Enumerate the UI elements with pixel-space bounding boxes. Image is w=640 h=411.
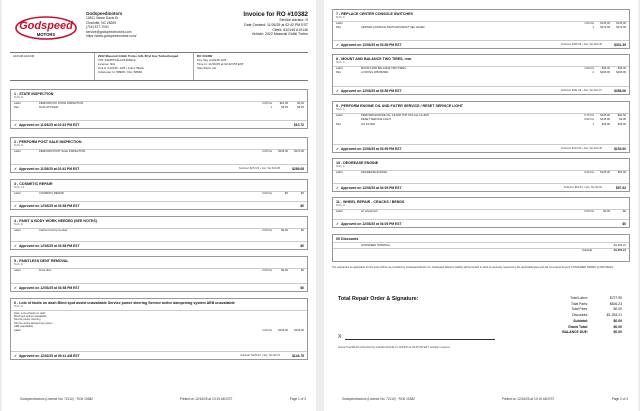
discount-subtotal-label: Subtotal	[582, 249, 592, 253]
vehicle-block	[94, 53, 194, 80]
line-d: PERFORM ENGINE OIL, FILTER TOP OFF ALL FLUIDS	[361, 114, 429, 117]
line-t: $135.00	[616, 22, 626, 25]
job-approval-row	[333, 40, 629, 48]
date-created: Date Created: 11/26/25 at 02:42 PM EST	[244, 23, 308, 27]
job-tech: Tech: H	[11, 305, 307, 310]
line-k: Part	[336, 71, 341, 75]
job-card	[332, 197, 630, 228]
job-total: $331.39	[614, 42, 626, 47]
discount-amount: -$1,254.21	[613, 243, 626, 247]
job-approval-row	[11, 351, 307, 359]
line-t: $0	[623, 210, 626, 213]
line-r: $296.99	[600, 71, 610, 75]
shop-info	[86, 11, 181, 38]
line-r: $135.00	[600, 171, 610, 174]
footer-printed-2: Printed on 12/16/25 at 10:19 AM EST	[501, 397, 555, 401]
totals-label: Grand Total:	[568, 324, 588, 329]
line-d: RESET SERVICE LIGHT	[361, 118, 392, 122]
line-k: Labor	[336, 67, 343, 70]
svg-text:Godspeed: Godspeed	[19, 20, 73, 32]
job-line-item	[11, 150, 307, 154]
line-q: 0.00 hrs	[584, 210, 594, 213]
line-k: Labor	[14, 102, 21, 105]
line-q: 0.70 hrs	[584, 114, 594, 117]
line-k: Part	[14, 106, 19, 110]
discounts-section	[332, 234, 630, 262]
check-icon: ✓	[14, 243, 17, 248]
line-d: DEGREASE ENGINE	[361, 171, 387, 174]
line-k: Labor	[336, 171, 343, 174]
job-tech: Tech: H	[333, 204, 629, 209]
job-line-item	[11, 229, 307, 233]
line-r: $0.00	[281, 269, 288, 272]
job-title: 10 - DEGREASE ENGINE	[336, 161, 379, 165]
line-r: $0.00	[281, 229, 288, 232]
approval-text: Approved on 12/03/25 at 04:05 PM EST	[341, 221, 402, 226]
job-line-item	[333, 118, 629, 122]
shop-phone: (704) 877-7000	[86, 25, 109, 30]
line-q: 1	[270, 106, 272, 110]
line-d	[39, 329, 256, 333]
job-card	[10, 298, 308, 360]
totals-value: $0.00	[613, 330, 622, 335]
job-total: $57.92	[615, 185, 626, 190]
job-line-item	[11, 329, 307, 333]
job-line-item	[333, 122, 629, 126]
job-line-item	[11, 106, 307, 110]
shop-name: Godspeedmotors	[86, 11, 123, 16]
line-k: Labor	[14, 269, 21, 272]
job-title: 11 - WHEEL REPAIR - CRACKS / BENDS	[336, 200, 405, 204]
line-k: Labor	[336, 114, 343, 117]
job-subtotal: Subtotal: $143.50 + Est. Tax $10.40	[560, 147, 602, 150]
line-q: 1.00 hrs	[262, 329, 272, 333]
job-note	[11, 311, 307, 329]
job-note-line: Service power steering	[14, 318, 41, 322]
job-card	[332, 101, 630, 153]
info-strip	[10, 52, 308, 81]
invoice-page-1	[2, 0, 316, 411]
shop-city: Charlotte, NC 28269	[86, 20, 117, 25]
job-title: 1 - STATE INSPECTION	[14, 92, 54, 96]
job-line-item	[11, 192, 307, 196]
line-r: $135.00	[600, 118, 610, 122]
totals-label: BALANCE DUE:	[562, 330, 588, 335]
approval-text: Approved on 11/26/25 at 02:43 PM EST	[19, 122, 80, 127]
job-title: 6 - Lots of faults on dash Blind spot assist unavailable Service power steering Service active dampening system AEB unavailable	[14, 301, 235, 305]
line-t: $0	[301, 229, 304, 232]
totals-value: $526.23	[609, 301, 622, 306]
job-tech: Tech: H	[11, 263, 307, 268]
line-r: $22.38	[279, 102, 288, 105]
signature-line[interactable]	[345, 334, 495, 340]
ro-number: RO #10382	[197, 54, 213, 58]
line-d: COSMETIC REPAIR	[39, 192, 64, 195]
discount-subtotal: -$1,254.21	[613, 249, 626, 253]
line-k: Part	[336, 26, 341, 30]
line-k: Labor	[14, 229, 21, 232]
footer-page-2: Page 2 of 3	[611, 397, 628, 401]
line-q: 2.00 hrs	[262, 150, 272, 153]
job-card	[10, 179, 308, 210]
line-r: $0	[285, 192, 288, 195]
check-icon: ✓	[14, 166, 17, 171]
check-icon: ✓	[14, 203, 17, 208]
line-q: 0.00 hrs	[262, 102, 272, 105]
service-advisor: Service Advisor: R	[279, 18, 308, 23]
job-title: 5 - PAINTLESS DENT REMOVAL	[14, 259, 69, 263]
godspeed-logo	[14, 12, 78, 42]
line-d: PERFORM NC STATE INSPECTION	[39, 102, 84, 105]
job-line-item	[333, 71, 629, 75]
invoice-header	[188, 11, 308, 37]
job-title: 3 - COSMETIC REPAIR	[14, 182, 53, 186]
footer-shop-2: Godspeedmotors (License No: 72110) · RO# 10382	[342, 397, 415, 401]
shop-email[interactable]: service@godspeedmotors.com	[86, 29, 132, 34]
line-k: Labor	[14, 329, 21, 333]
line-q: 1	[592, 26, 594, 30]
job-approval-row	[333, 219, 629, 227]
totals-value: -$1,254.21	[605, 313, 622, 318]
line-d: LF wheel bent	[361, 210, 378, 213]
job-approval-row	[11, 120, 307, 128]
invoice-page-2	[324, 0, 638, 411]
job-note-line: AEB unavailable	[14, 324, 34, 328]
job-card	[332, 9, 630, 49]
line-d: LOCKING 285/35ZR21	[361, 71, 389, 75]
job-note-line: Blind spot assist unavailable	[14, 314, 47, 318]
job-card	[332, 158, 630, 192]
line-t: $135.00	[294, 329, 304, 333]
job-note-line: Service active dampening system	[14, 321, 53, 325]
job-line-item	[333, 210, 629, 214]
job-total: $144.79	[292, 353, 304, 358]
line-t: $94.50	[617, 114, 626, 117]
job-subtotal: Subtotal: $270.00 + Est. Tax $19.08	[238, 167, 280, 170]
check-icon: ✓	[336, 185, 339, 190]
line-q: 0.00 hrs	[262, 229, 272, 232]
page-footer	[20, 397, 306, 401]
totals-value: $0.00	[613, 324, 622, 329]
approval-text: Approved on 12/03/25 at 03:58 PM EST	[19, 203, 80, 208]
page-footer-2	[342, 397, 628, 401]
check-icon: ✓	[336, 88, 339, 93]
line-r: $173.99	[600, 26, 610, 30]
vehicle-license: License: N/A	[98, 61, 116, 66]
job-line-item	[333, 26, 629, 30]
discount-line	[333, 243, 629, 247]
line-r: $135.00	[278, 150, 288, 153]
line-d: OIL FILTER	[361, 122, 376, 126]
totals-value: $0.00	[613, 307, 622, 312]
job-total: $153.90	[614, 146, 626, 151]
job-approval-row	[11, 164, 307, 172]
line-k	[336, 118, 361, 122]
job-total: $356.06	[614, 88, 626, 93]
approval-text: Approved on 12/03/25 at 04:05 PM EST	[341, 185, 402, 190]
svg-text:MOTORS: MOTORS	[36, 32, 56, 37]
footer-page: Page 1 of 3	[289, 397, 306, 401]
job-total: $0	[300, 243, 304, 248]
check-icon: ✓	[336, 146, 339, 151]
approval-text: Approved on 11/26/25 at 02:43 PM EST	[19, 166, 80, 171]
job-total: $289.08	[292, 166, 304, 171]
authorization-note: Grand Total $0.00 authorized by A10146 A10146 on 12/03/25 at 04:05 PM EST verbally in-person	[338, 346, 451, 349]
job-title: 8 - MOUNT AND BALANCE TWO TIRES, rear	[336, 57, 412, 61]
job-approval-row	[333, 86, 629, 94]
approval-text: Approved on 12/03/25 at 03:58 PM EST	[341, 42, 402, 47]
check-icon: ✓	[336, 221, 339, 226]
job-tech: Tech: H	[11, 144, 307, 149]
customer-block	[10, 53, 94, 80]
ro-saw-parts: Saw Parts: No	[197, 65, 217, 70]
job-approval-row	[11, 201, 307, 209]
totals-label: Total Parts:	[571, 301, 588, 306]
job-total: $0	[300, 203, 304, 208]
job-total: $0	[300, 285, 304, 290]
line-k: Labor	[336, 22, 343, 25]
job-tech: Tech: H	[11, 96, 307, 101]
job-card	[10, 137, 308, 173]
line-t: $0.00	[619, 118, 626, 122]
line-t: $0	[301, 192, 304, 195]
client-name: Client: A10146 A10146	[272, 27, 308, 32]
job-tech: Tech: H	[11, 223, 307, 228]
line-r: $135.00	[600, 114, 610, 117]
line-q: 0.00 hrs	[262, 192, 272, 195]
line-r: $6.25	[281, 106, 288, 110]
approval-text: Approved on 12/02/25 at 09:41 AM EST	[19, 353, 80, 358]
line-q: 0.00 hrs	[262, 269, 272, 272]
signature-area[interactable]	[338, 334, 495, 340]
customer-name: A10146 A10146	[13, 54, 35, 58]
job-card	[10, 216, 308, 250]
job-card	[332, 54, 630, 95]
line-r: $49.00	[601, 122, 610, 126]
line-k: Part	[336, 122, 341, 126]
job-total: $0	[622, 221, 626, 226]
vehicle-name: Vehicle: 2022 Maserati Ghibli Trofeo	[251, 32, 308, 37]
approval-text: Approved on 12/03/25 at 03:58 PM EST	[19, 285, 80, 290]
discount-desc: GODSPEED INTERNAL	[361, 243, 391, 247]
line-t: $54.00	[617, 171, 626, 174]
job-line-item	[11, 269, 307, 273]
totals-label: Subtotal:	[573, 318, 588, 323]
line-t: $296.99	[616, 71, 626, 75]
job-title: 7 - REPLACE CENTER CONSOLE SWITCHES	[336, 12, 413, 16]
approval-text: Approved on 12/03/25 at 03:58 PM EST	[19, 243, 80, 248]
job-line-item	[333, 171, 629, 175]
job-total: $10.72	[293, 122, 304, 127]
line-k: Labor	[14, 192, 21, 195]
line-t: $173.99	[616, 26, 626, 30]
check-icon: ✓	[14, 353, 17, 358]
line-k: Labor	[14, 150, 21, 153]
job-subtotal: Subtotal: $331.99 + Est. Tax $24.07	[560, 89, 602, 92]
job-card	[10, 89, 308, 129]
line-d: CENTER CONSOLE SWITCHES/SHIFT SEL LEVER	[361, 26, 425, 30]
job-tech: Tech: C	[333, 165, 629, 170]
line-d: MOUNT AND BALANCE TWO TIRES	[361, 67, 406, 70]
line-r: $135.00	[600, 22, 610, 25]
warranty-disclaimer: The warranties as applicable for the parts will be as provided by Godspeed Motors Inc. Godspeed Motors's liability will be limited to what is expressly required by the applicable laws and will not extend beyond CONSUMER TERMS 12,000 MILES.	[332, 266, 614, 269]
discount-subtotal-row	[333, 248, 629, 253]
job-approval-row	[333, 144, 629, 152]
approval-text: Approved on 12/03/25 at 03:58 PM EST	[341, 88, 402, 93]
discounts-title: 00 Discounts	[333, 235, 629, 243]
job-tech: Tech: C	[333, 16, 629, 21]
line-t: $0	[301, 269, 304, 272]
line-q: 1.00 hrs	[584, 67, 594, 70]
line-d: NCSI STICKER	[39, 106, 58, 110]
line-t: $35.00	[617, 67, 626, 70]
job-title: 4 - PAINT & BODY WORK NEEDED (SEE NOTES)	[14, 219, 97, 223]
line-r: $135.00	[278, 329, 288, 333]
line-d: Carbon front lip re-clear	[39, 229, 68, 232]
job-tech: Tech: C	[333, 108, 629, 113]
line-r: $0.00	[603, 210, 610, 213]
job-approval-row	[11, 283, 307, 291]
vehicle-vin: VIN: ZAM57XSL1N1368412	[98, 57, 136, 62]
line-q: 2	[592, 71, 594, 75]
job-approval-row	[11, 241, 307, 249]
invoice-title: Invoice for RO #10382	[243, 11, 308, 18]
line-t: $49.00	[617, 122, 626, 126]
shop-website[interactable]: https://www.godspeedmotors.com/	[86, 34, 137, 39]
totals-value: $727.99	[609, 296, 622, 300]
line-t: $0.00	[297, 102, 304, 105]
line-t: $6.25	[297, 106, 304, 110]
totals-label: Discounts:	[572, 313, 588, 318]
job-subtotal: Subtotal: $135.00 + Est. Tax $9.79	[240, 354, 280, 357]
job-title: 9 - PERFORM ENGINE OIL AND FILTER SERVICE / RESET SERVICE LIGHT	[336, 104, 463, 108]
line-q: 1.00 hrs	[584, 22, 594, 25]
job-subtotal: Subtotal: $54.00 + Est. Tax $3.92	[563, 186, 602, 189]
totals-table	[514, 296, 622, 336]
vehicle-title: 2022 Maserati Ghibli Trofeo 3.8L 8Cyl Gas Turbocharged	[98, 54, 179, 58]
job-tech: Tech: C1	[11, 186, 307, 191]
job-approval-row	[333, 183, 629, 191]
job-note-line: Note: Lots of faults on dash	[14, 311, 46, 315]
totals-label: Total Labor:	[570, 296, 588, 300]
line-q: 1	[592, 122, 594, 126]
totals-value: $0.00	[613, 318, 622, 323]
check-icon: ✓	[336, 42, 339, 47]
check-icon: ✓	[14, 285, 17, 290]
job-tech: Tech: C	[333, 61, 629, 66]
vehicle-odometer: Odometer In: 58966 / Out: 58966	[98, 69, 143, 74]
ro-key-tag: Key Tag: A10146 12/5	[197, 57, 227, 62]
line-k: Labor	[336, 210, 343, 213]
ro-block	[194, 53, 308, 80]
footer-printed: Printed on 12/16/25 at 10:19 AM EST	[179, 397, 233, 401]
line-q: 0.40 hrs	[584, 171, 594, 174]
approval-text: Approved on 12/03/25 at 03:59 PM EST	[341, 146, 402, 151]
signature-x: X	[338, 334, 342, 340]
job-card	[10, 256, 308, 292]
footer-shop: Godspeedmotors (License No: 72110) · RO# 10382	[20, 397, 93, 401]
job-subtotal: Subtotal: $308.99 + Est. Tax $22.40	[560, 43, 602, 46]
line-r: $35.00	[601, 67, 610, 70]
line-q: 0.00 hrs	[584, 118, 594, 122]
line-t: $270.00	[294, 150, 304, 153]
totals-heading: Total Repair Order & Signature:	[338, 296, 419, 302]
check-icon: ✓	[14, 122, 17, 127]
totals-row	[514, 330, 622, 336]
job-title: 2 - PERFORM POST SALE INSPECTION	[14, 140, 82, 144]
ro-time-in: Time In: 11/26/25 at 02:42 PM EST	[197, 61, 244, 66]
shop-address: 11801 Vance Davis Dr	[86, 16, 119, 21]
line-d: PERFORM POST SALE INSPECTION	[39, 150, 86, 153]
vehicle-unit: Unit #: A10146, 12/5 / Color: Black	[98, 65, 144, 70]
line-d: Front door	[39, 269, 52, 272]
totals-label: Total Fees:	[571, 307, 588, 312]
